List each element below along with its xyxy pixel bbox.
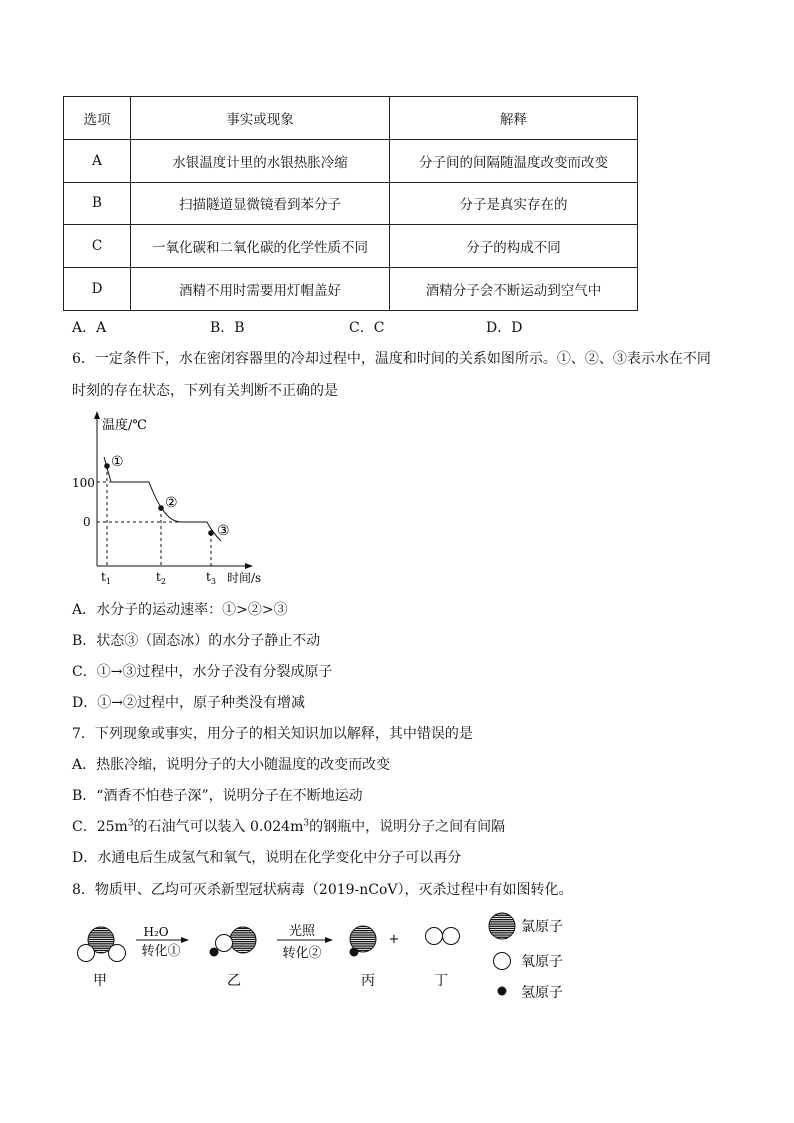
arrow2-bottom-label: 转化② [282,946,322,961]
q5-choice-a[interactable]: A．A [72,320,107,336]
q5-choice-d[interactable]: D．D [486,320,523,336]
q5-choice-b[interactable]: B．B [210,320,245,336]
arrow2-top-label: 光照 [288,924,316,939]
table-cell: 扫描隧道显微镜看到苯分子 [131,182,390,225]
state-point-1 [104,463,110,469]
q7-stem: 7．下列现象或事实，用分子的相关知识加以解释，其中错误的是 [72,726,473,742]
label-jia: 甲 [93,973,107,989]
label-bing: 丙 [361,973,375,989]
y-axis-arrow [94,411,100,419]
q6-stem-line1: 6．一定条件下，水在密闭容器里的冷却过程中，温度和时间的关系如图所示。①、②、③表示水在不同 [72,351,711,367]
xtick-t3: $t_3$ [206,570,216,586]
table-row [64,225,638,268]
q7-option-a[interactable]: A．热胀冷缩，说明分子的大小随温度的改变而改变 [72,757,391,773]
molecule-bing [350,926,377,957]
state-point-2 [158,505,164,511]
header-cell: 选项 [64,97,131,140]
q7-option-b[interactable]: B．“酒香不怕巷子深”，说明分子在不断地运动 [72,788,363,804]
table-row [64,182,638,225]
header-cell: 事实或现象 [131,97,390,140]
marker-2: ② [165,495,178,511]
molecule-ding [426,928,460,945]
q5-choice-c[interactable]: C．C [349,320,385,336]
x-axis-arrow [245,563,253,569]
q6-option-a[interactable]: A．水分子的运动速率：①>②>③ [72,602,288,618]
ytick-0: 0 [83,515,91,529]
arrow1-bottom-label: 转化① [141,944,181,959]
legend-chlorine-label: 氯原子 [521,919,563,935]
table-cell: 水银温度计里的水银热胀冷缩 [131,139,390,182]
molecule-yi [210,927,257,957]
y-axis-label: 温度/℃ [102,418,147,433]
table-row [64,268,638,311]
table-header-row [64,97,638,140]
table-row [64,139,638,182]
table-cell: 分子间的间隔随温度改变而改变 [390,139,638,182]
table-cell: 分子的构成不同 [390,225,638,268]
legend-oxygen-label: 氧原子 [521,954,563,970]
q7-option-d[interactable]: D．水通电后生成氢气和氧气，说明在化学变化中分子可以再分 [72,850,462,866]
table-cell: D [64,268,131,311]
legend-hydrogen-swatch [498,987,507,996]
q6-option-b[interactable]: B．状态③（固态冰）的水分子静止不动 [72,633,321,649]
label-ding: 丁 [434,973,448,989]
legend-oxygen-swatch [494,953,511,970]
q5-choices [72,317,632,335]
legend [489,913,563,1001]
table-cell: 酒精不用时需要用灯帽盖好 [131,268,390,311]
legend-hydrogen-label: 氢原子 [521,985,563,1001]
state-point-3 [208,530,214,536]
q6-option-d[interactable]: D．①→②过程中，原子种类没有增减 [72,695,305,711]
table-cell: 酒精分子会不断运动到空气中 [390,268,638,311]
xtick-t1: $t_1$ [101,570,111,586]
x-axis-label: 时间/s [227,571,262,585]
marker-1: ① [111,454,124,470]
table-cell: 一氧化碳和二氧化碳的化学性质不同 [131,225,390,268]
molecule-jia [78,927,126,962]
label-yi: 乙 [227,973,241,989]
table-cell: 分子是真实存在的 [390,182,638,225]
xtick-t2: $t_2$ [156,570,166,586]
legend-chlorine-swatch [489,913,515,939]
table-cell: A [64,139,131,182]
plus-sign: + [388,932,400,947]
q6-temperature-graph [70,408,280,588]
q6-option-c[interactable]: C．①→③过程中，水分子没有分裂成原子 [72,664,333,680]
q8-stem: 8．物质甲、乙均可灭杀新型冠状病毒（2019-nCoV），灭杀过程中有如图转化。 [72,882,573,898]
marker-3: ③ [217,523,230,539]
options-table [63,96,638,311]
table-cell: B [64,182,131,225]
ytick-100: 100 [72,476,95,490]
table-cell: C [64,225,131,268]
arrow1-top-label: H₂O [143,925,169,939]
q8-conversion-diagram [70,908,600,1008]
header-cell: 解释 [390,97,638,140]
q7-option-c[interactable]: C．$25m^3$的石油气可以装入 $0.024m^3$的钢瓶中，说明分子之间有间隔 [72,818,506,835]
q6-stem-line2: 时刻的存在状态，下列有关判断不正确的是 [72,383,338,399]
